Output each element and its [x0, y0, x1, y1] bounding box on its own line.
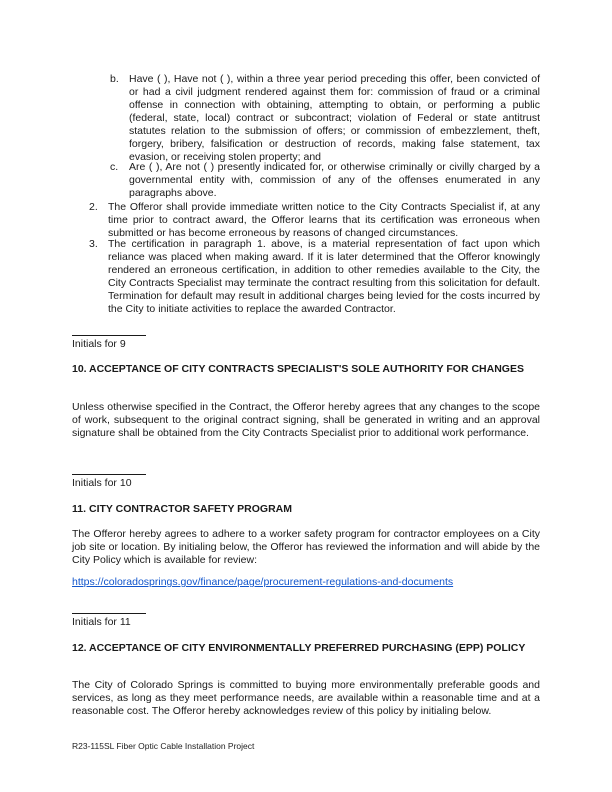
- initials-label-9: Initials for 9: [72, 338, 126, 350]
- page-footer: R23-115SL Fiber Optic Cable Installation Project: [72, 741, 255, 751]
- section-12-number: 12.: [72, 642, 87, 654]
- section-10-number: 10.: [72, 363, 87, 375]
- initials-label-10: Initials for 10: [72, 477, 132, 489]
- section-10-heading: [72, 363, 540, 376]
- section-11-number: 11.: [72, 503, 87, 515]
- list-item-3: [89, 238, 540, 316]
- list-item-b-label: b.: [110, 73, 119, 85]
- initials-label-11: Initials for 11: [72, 616, 131, 628]
- list-item-b-text: Have ( ), Have not ( ), within a three year period preceding this offer, been convicted of or had a civil judgment rendered against them for: commission of fraud or a criminal offense in connection with obtaining, attempting to obtain, or performing a public (federal, state, local) contract or subcontract; violation of Federal or state antitrust statutes relation to the submission of offers; or commission of embezzlement, theft, forgery, bribery, falsification or destruction of records, making false statement, tax evasion, or receiving stolen property; and: [129, 73, 540, 163]
- list-item-c-text: Are ( ), Are not ( ) presently indicated for, or otherwise criminally or civilly charged by a governmental entity with, commission of any of the offenses enumerated in any paragraphs above.: [129, 161, 540, 199]
- list-item-b: [110, 73, 540, 164]
- initials-line-9[interactable]: [72, 335, 146, 336]
- section-11-body: The Offeror hereby agrees to adhere to a worker safety program for contractor employees on a City job site or location. By initialing below, the Offeror has reviewed the information and will abide by the City Policy which is available for review:: [72, 528, 540, 566]
- list-item-c: [110, 161, 540, 200]
- section-12-body: The City of Colorado Springs is committed to buying more environmentally preferable goods and services, as long as they meet performance needs, are available within a reasonable time and at a reasonable cost. The Offeror hereby acknowledges review of this policy by initialing below.: [72, 679, 540, 717]
- list-item-3-label: 3.: [89, 238, 98, 250]
- section-11-title: CITY CONTRACTOR SAFETY PROGRAM: [89, 503, 293, 515]
- list-item-3-text: The certification in paragraph 1. above, is a material representation of fact upon which reliance was placed when making award. If it is later determined that the Offeror knowingly rendered an erroneous certification, in addition to other remedies available to the City, the City Contracts Specialist may terminate the contract resulting from this solicitation for default. Termination for default may result in additional charges being levied for the costs incurred by the City to initiate activities to replace the awarded Contractor.: [108, 238, 540, 315]
- list-item-2: [89, 201, 540, 240]
- initials-line-10[interactable]: [72, 474, 146, 475]
- initials-line-11[interactable]: [72, 613, 146, 614]
- section-10-body: Unless otherwise specified in the Contract, the Offeror hereby agrees that any changes to the scope of work, subsequent to the original contract signing, shall be generated in writing and an approval signature shall be obtained from the City Contracts Specialist prior to additional work performance.: [72, 401, 540, 439]
- section-12-title: ACCEPTANCE OF CITY ENVIRONMENTALLY PREFERRED PURCHASING (EPP) POLICY: [89, 642, 526, 654]
- policy-link[interactable]: https://coloradosprings.gov/finance/page/procurement-regulations-and-documents: [72, 576, 454, 588]
- section-12-heading: [72, 642, 540, 655]
- list-item-2-text: The Offeror shall provide immediate written notice to the City Contracts Specialist if, at any time prior to contract award, the Offeror learns that its certification was erroneous when submitted or has become erroneous by reasons of changed circumstances.: [108, 201, 540, 239]
- list-item-2-label: 2.: [89, 201, 98, 213]
- section-10-title: ACCEPTANCE OF CITY CONTRACTS SPECIALIST'S SOLE AUTHORITY FOR CHANGES: [89, 363, 524, 375]
- list-item-c-label: c.: [110, 161, 119, 173]
- section-11-heading: [72, 503, 540, 516]
